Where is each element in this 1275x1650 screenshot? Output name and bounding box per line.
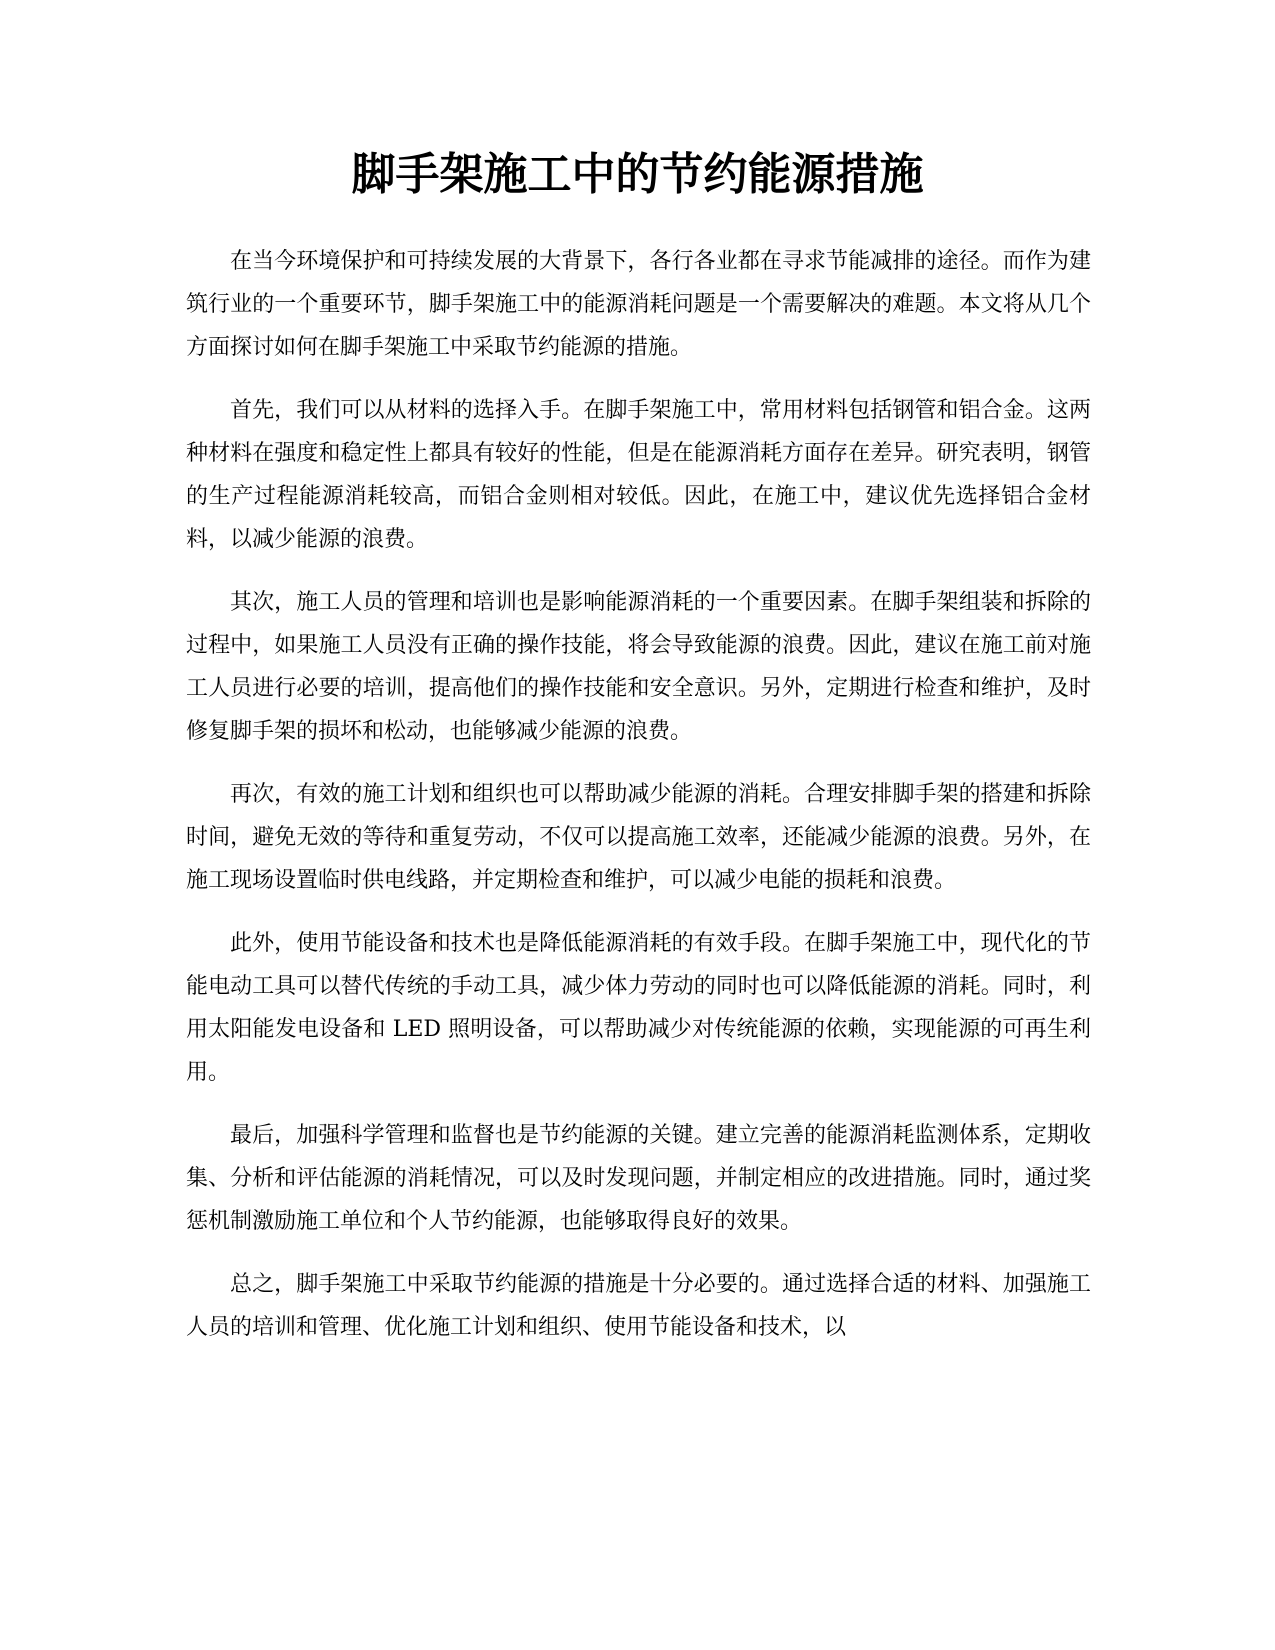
- paragraph-management: 最后，加强科学管理和监督也是节约能源的关键。建立完善的能源消耗监测体系，定期收集、分析和评估能源的消耗情况，可以及时发现问题，并制定相应的改进措施。同时，通过奖惩机制激励施工单位和个人节约能源，也能够取得良好的效果。: [186, 1123, 1091, 1234]
- document-body: [186, 240, 1091, 1369]
- document-title: 脚手架施工中的节约能源措施: [351, 149, 924, 200]
- paragraph-materials: 首先，我们可以从材料的选择入手。在脚手架施工中，常用材料包括钢管和铝合金。这两种材料在强度和稳定性上都具有较好的性能，但是在能源消耗方面存在差异。研究表明，钢管的生产过程能源消耗较高，而铝合金则相对较低。因此，在施工中，建议优先选择铝合金材料，以减少能源的浪费。: [186, 398, 1091, 552]
- paragraph-equipment: 此外，使用节能设备和技术也是降低能源消耗的有效手段。在脚手架施工中，现代化的节能电动工具可以替代传统的手动工具，减少体力劳动的同时也可以降低能源的消耗。同时，利用太阳能发电设备和 LED 照明设备，可以帮助减少对传统能源的依赖，实现能源的可再生利用。: [186, 931, 1091, 1085]
- paragraph-intro: 在当今环境保护和可持续发展的大背景下，各行各业都在寻求节能减排的途径。而作为建筑行业的一个重要环节，脚手架施工中的能源消耗问题是一个需要解决的难题。本文将从几个方面探讨如何在脚手架施工中采取节约能源的措施。: [186, 249, 1091, 360]
- paragraph-training: 其次，施工人员的管理和培训也是影响能源消耗的一个重要因素。在脚手架组装和拆除的过程中，如果施工人员没有正确的操作技能，将会导致能源的浪费。因此，建议在施工前对施工人员进行必要的培训，提高他们的操作技能和安全意识。另外，定期进行检查和维护，及时修复脚手架的损坏和松动，也能够减少能源的浪费。: [186, 590, 1091, 744]
- paragraph-planning: 再次，有效的施工计划和组织也可以帮助减少能源的消耗。合理安排脚手架的搭建和拆除时间，避免无效的等待和重复劳动，不仅可以提高施工效率，还能减少能源的浪费。另外，在施工现场设置临时供电线路，并定期检查和维护，可以减少电能的损耗和浪费。: [186, 782, 1091, 893]
- paragraph-conclusion: 总之，脚手架施工中采取节约能源的措施是十分必要的。通过选择合适的材料、加强施工人员的培训和管理、优化施工计划和组织、使用节能设备和技术，以: [186, 1272, 1091, 1340]
